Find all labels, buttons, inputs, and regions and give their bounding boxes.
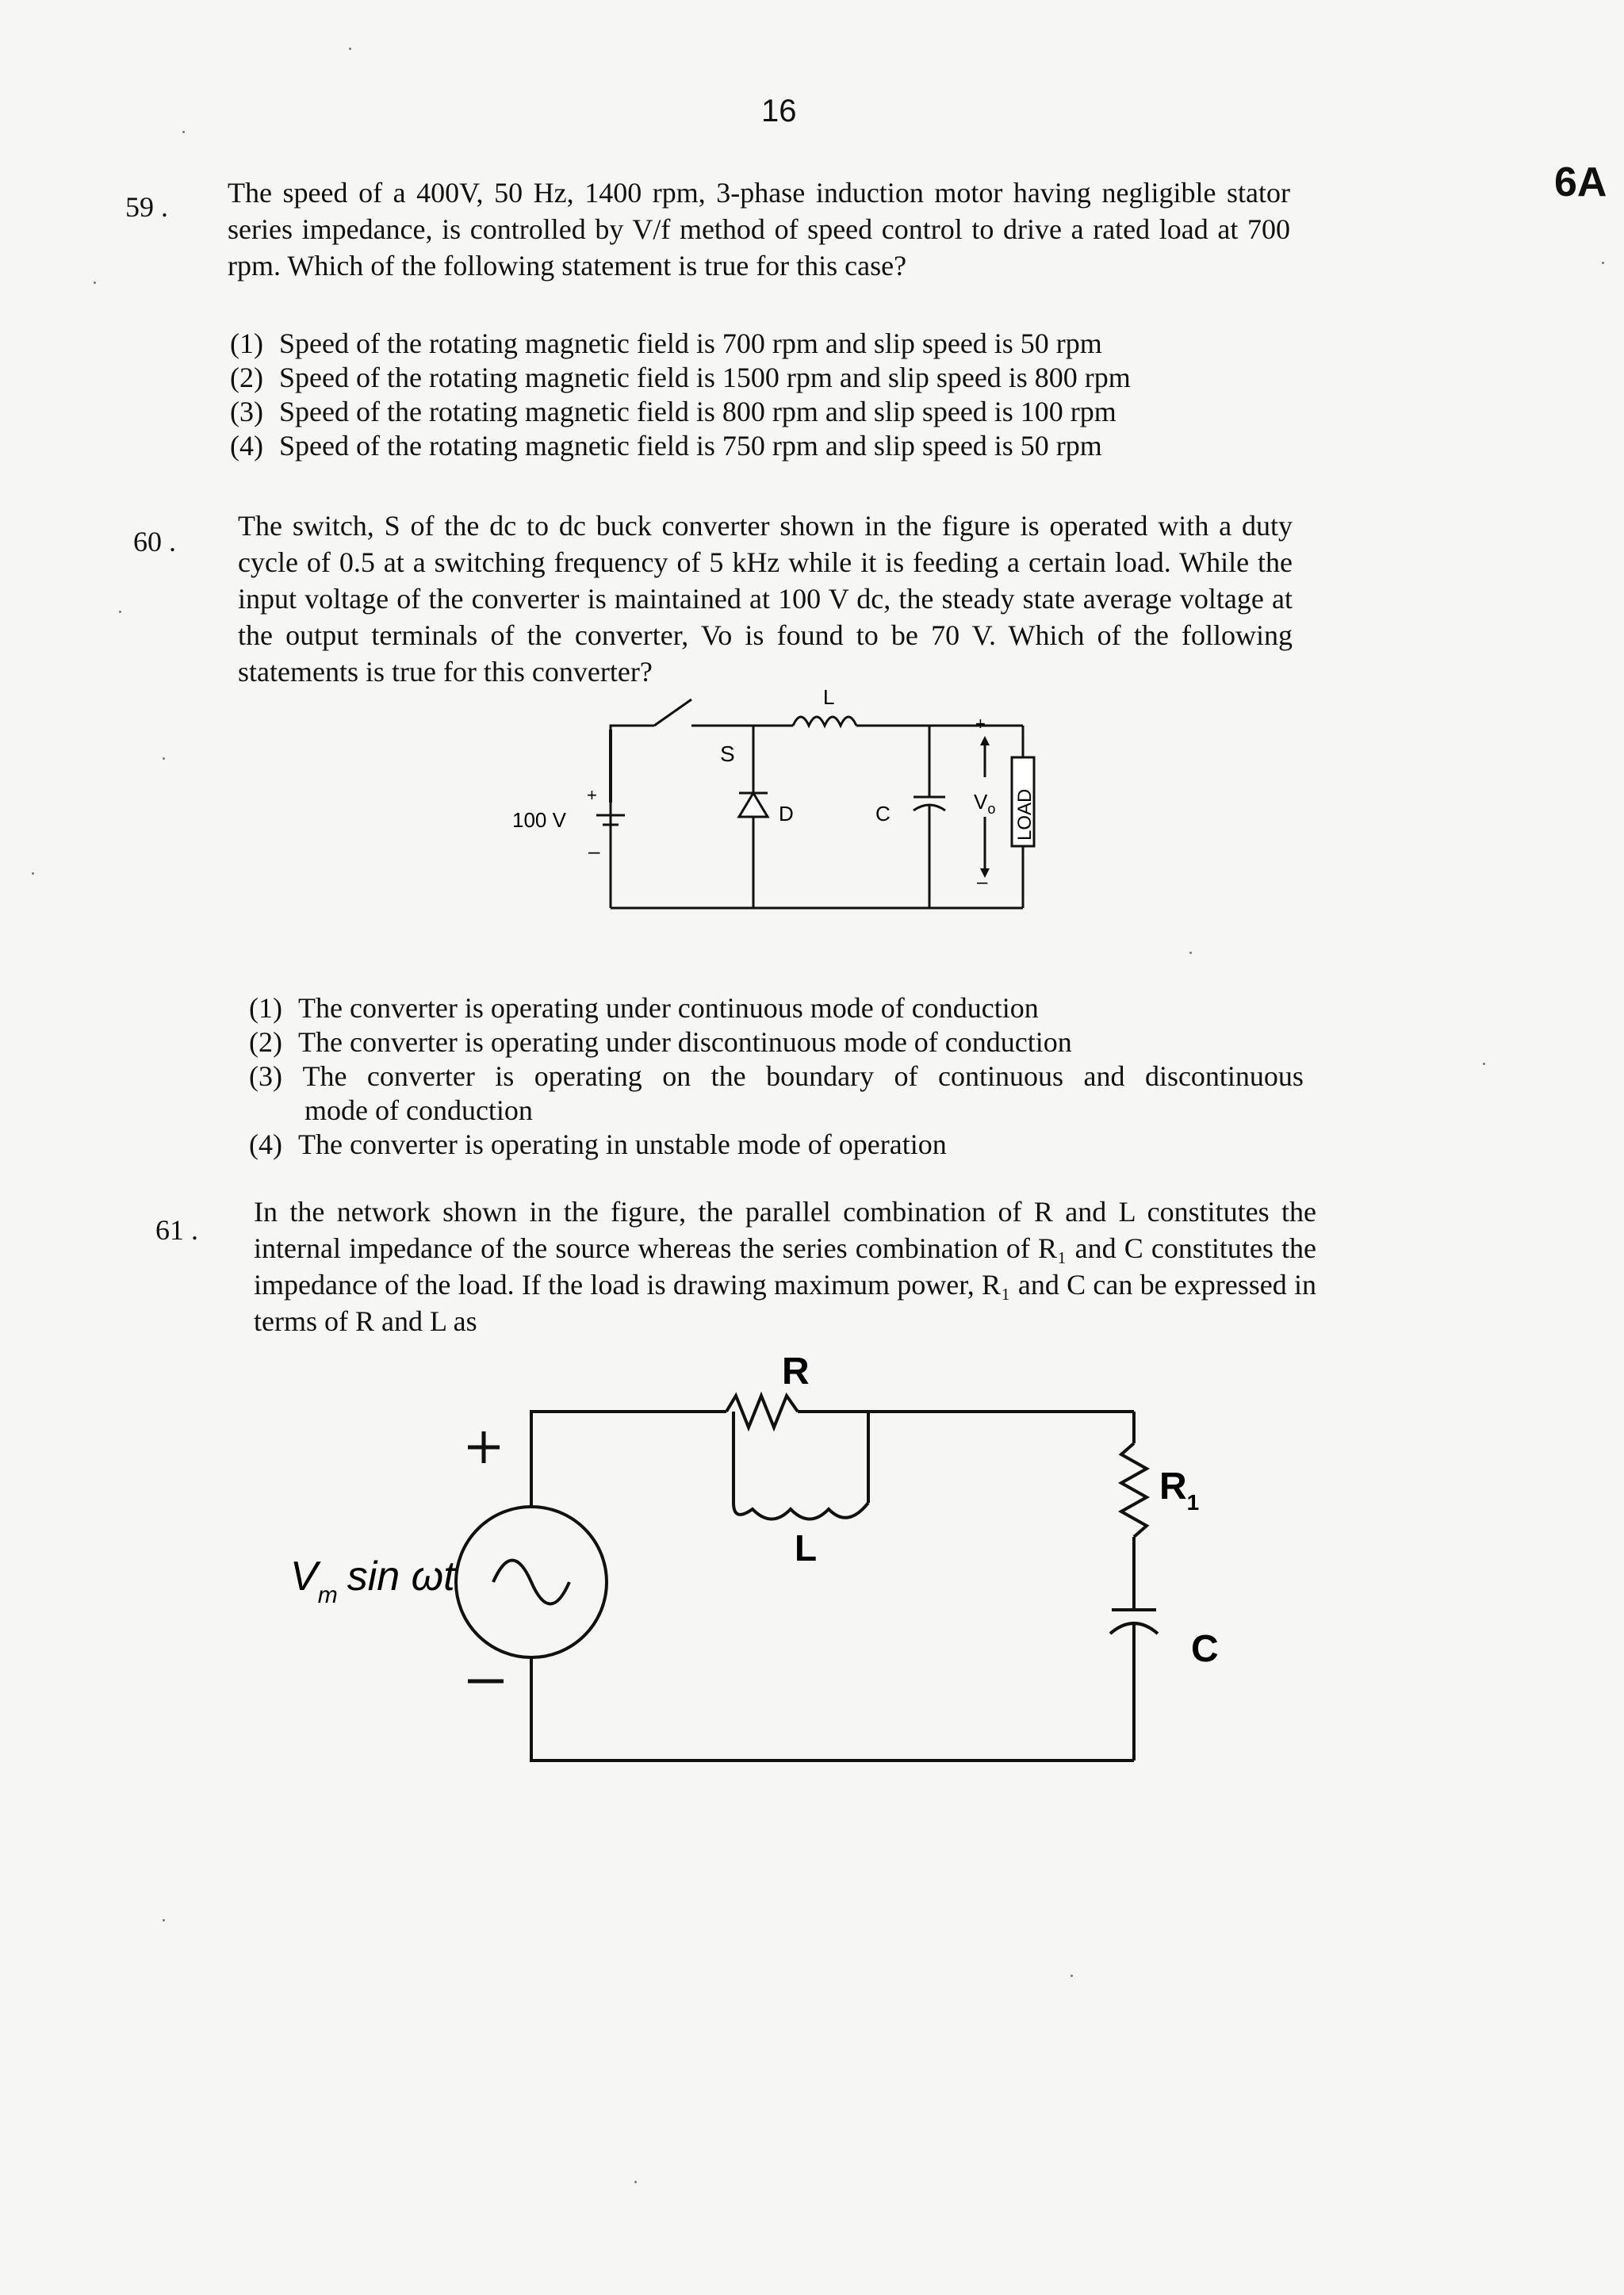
option-1: (1) Speed of the rotating magnetic field is 700 rpm and slip speed is 50 rpm <box>230 328 1102 359</box>
source-label: $V_m$ sin ωt <box>290 1554 455 1608</box>
question-61-number: 61 . <box>155 1214 198 1246</box>
scan-speck <box>1602 262 1604 264</box>
diode-label: D <box>779 802 794 826</box>
scan-speck <box>1189 952 1192 954</box>
switch-label: S <box>720 741 735 766</box>
scan-speck <box>32 872 34 875</box>
vo-plus: + <box>975 714 986 734</box>
resistor-r-symbol <box>726 1396 798 1427</box>
option-3-continued: mode of conduction <box>304 1094 533 1126</box>
scan-speck <box>349 48 351 50</box>
switch-symbol <box>654 699 691 726</box>
diode-symbol <box>739 793 768 817</box>
inductor-symbol <box>793 717 856 726</box>
inductor-l-label: L <box>795 1527 818 1569</box>
capacitor-c-label: C <box>1191 1628 1219 1670</box>
scan-speck <box>1071 1975 1073 1977</box>
option-4: (4) The converter is operating in unstable mode of operation <box>249 1128 947 1160</box>
buck-converter-figure <box>508 682 1078 920</box>
source-label: 100 V <box>512 808 566 832</box>
vo-minus: – <box>977 872 988 893</box>
page-number: 16 <box>761 94 797 128</box>
resistor-r1-label: $R_1$ <box>1159 1466 1200 1515</box>
corner-label: 6A <box>1554 159 1607 205</box>
source-minus: – <box>588 839 600 863</box>
vo-label: $V_o$ <box>974 790 996 817</box>
option-3: (3) The converter is operating on the boundary of continuous and discontinuous <box>249 1060 1304 1092</box>
capacitor-label: C <box>875 802 891 826</box>
scan-speck <box>163 757 165 760</box>
option-3: (3) Speed of the rotating magnetic field is 800 rpm and slip speed is 100 rpm <box>230 396 1116 427</box>
question-60-options <box>249 991 1304 1162</box>
option-4: (4) Speed of the rotating magnetic field is 750 rpm and slip speed is 50 rpm <box>230 430 1102 462</box>
network-figure <box>278 1348 1277 1792</box>
question-61-text: In the network shown in the figure, the parallel combination of R and L constitutes the internal impedance of the source whereas the series combination of R₁ and C constitutes the impedance of the load. If the load is drawing maximum power, R₁ and C can be expressed in terms of R and L as <box>254 1196 1316 1337</box>
option-1: (1) The converter is operating under continuous mode of conduction <box>249 992 1039 1024</box>
inductor-label: L <box>823 685 835 709</box>
question-59-number: 59 . <box>125 191 168 223</box>
resistor-r1-symbol <box>1121 1443 1147 1537</box>
scan-speck <box>163 1919 165 1921</box>
question-60-number: 60 . <box>133 526 176 557</box>
option-2: (2) The converter is operating under discontinuous mode of conduction <box>249 1026 1072 1058</box>
scan-speck <box>182 131 185 133</box>
scan-speck <box>634 2181 637 2183</box>
scan-speck <box>1483 1063 1485 1065</box>
inductor-l-symbol <box>733 1503 868 1519</box>
question-59-text: The speed of a 400V, 50 Hz, 1400 rpm, 3-phase induction motor having negligible stator series impedance, is controlled by V/f method of speed control to drive a rated load at 700 rpm. Which of the following statement is true for this case? <box>228 177 1290 282</box>
question-59-options <box>230 327 1131 463</box>
load-label: LOAD <box>1014 788 1036 841</box>
scan-speck <box>94 282 96 284</box>
option-2: (2) Speed of the rotating magnetic field is 1500 rpm and slip speed is 800 rpm <box>230 362 1131 393</box>
resistor-r-label: R <box>782 1351 810 1393</box>
question-60-text: The switch, S of the dc to dc buck converter shown in the figure is operated with a duty cycle of 0.5 at a switching frequency of 5 kHz while it is feeding a certain load. While the input voltage of the converter is maintained at 100 V dc, the steady state average voltage at the output terminals of the converter, Vo is found to be 70 V. Which of the following statements is true for this converter? <box>238 510 1293 688</box>
scan-speck <box>119 611 121 613</box>
source-plus: + <box>587 785 597 805</box>
